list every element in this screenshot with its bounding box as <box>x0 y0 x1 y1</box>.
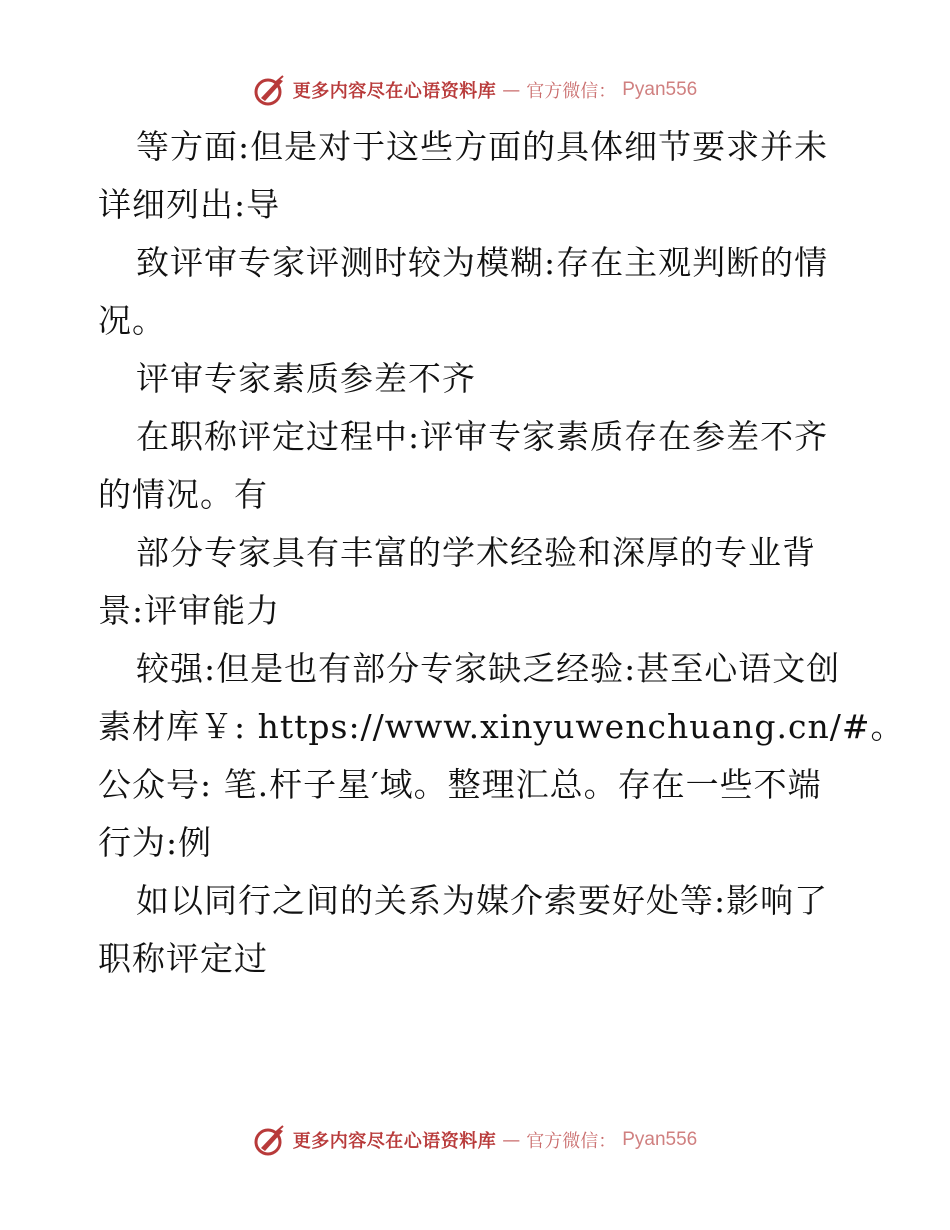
watermark-sub-text: 官方微信： <box>526 1131 617 1152</box>
watermark-sub-text: 官方微信： <box>526 81 617 102</box>
text-line: 等方面:但是对于这些方面的具体细节要求并未 <box>136 127 829 166</box>
watermark-account-id: Pyan556 <box>622 1129 698 1150</box>
paragraph <box>98 408 850 524</box>
text-line: 在职称评定过程中:评审专家素质存在参差不齐 <box>136 417 829 456</box>
footer-watermark <box>0 1120 950 1160</box>
text-line: 较强:但是也有部分专家缺乏经验:甚至心语文创 <box>136 649 841 688</box>
text-line: 的情况。有 <box>98 475 268 514</box>
watermark-separator: — <box>502 79 521 101</box>
paragraph <box>98 234 850 350</box>
text-line: 详细列出:导 <box>98 185 281 224</box>
section-heading: 评审专家素质参差不齐 <box>136 359 476 398</box>
paragraph <box>98 118 850 234</box>
watermark-separator: — <box>502 1129 521 1151</box>
paragraph <box>98 640 905 872</box>
header-watermark <box>0 70 950 110</box>
watermark-account-id: Pyan556 <box>622 79 698 100</box>
quill-circle-logo <box>253 1123 287 1157</box>
watermark-main-text: 更多内容尽在心语资料库 <box>292 81 497 102</box>
text-line: 况。 <box>98 301 166 340</box>
text-line: 如以同行之间的关系为媒介索要好处等:影响了 <box>136 881 829 920</box>
text-line: 行为:例 <box>98 823 213 862</box>
document-body <box>98 118 905 988</box>
paragraph <box>98 524 850 640</box>
paragraph <box>98 872 850 988</box>
text-line: 公众号: 笔.杆子星′域。整理汇总。存在一些不端 <box>98 765 822 804</box>
text-line: 素材库￥: https://www.xinyuwenchuang.cn/#。 <box>98 707 905 746</box>
text-line: 职称评定过 <box>98 939 268 978</box>
watermark-main-text: 更多内容尽在心语资料库 <box>292 1131 497 1152</box>
text-line: 部分专家具有丰富的学术经验和深厚的专业背 <box>136 533 816 572</box>
quill-circle-logo <box>253 73 287 107</box>
text-line: 致评审专家评测时较为模糊:存在主观判断的情 <box>136 243 829 282</box>
text-line: 景:评审能力 <box>98 591 281 630</box>
paragraph <box>98 350 850 408</box>
